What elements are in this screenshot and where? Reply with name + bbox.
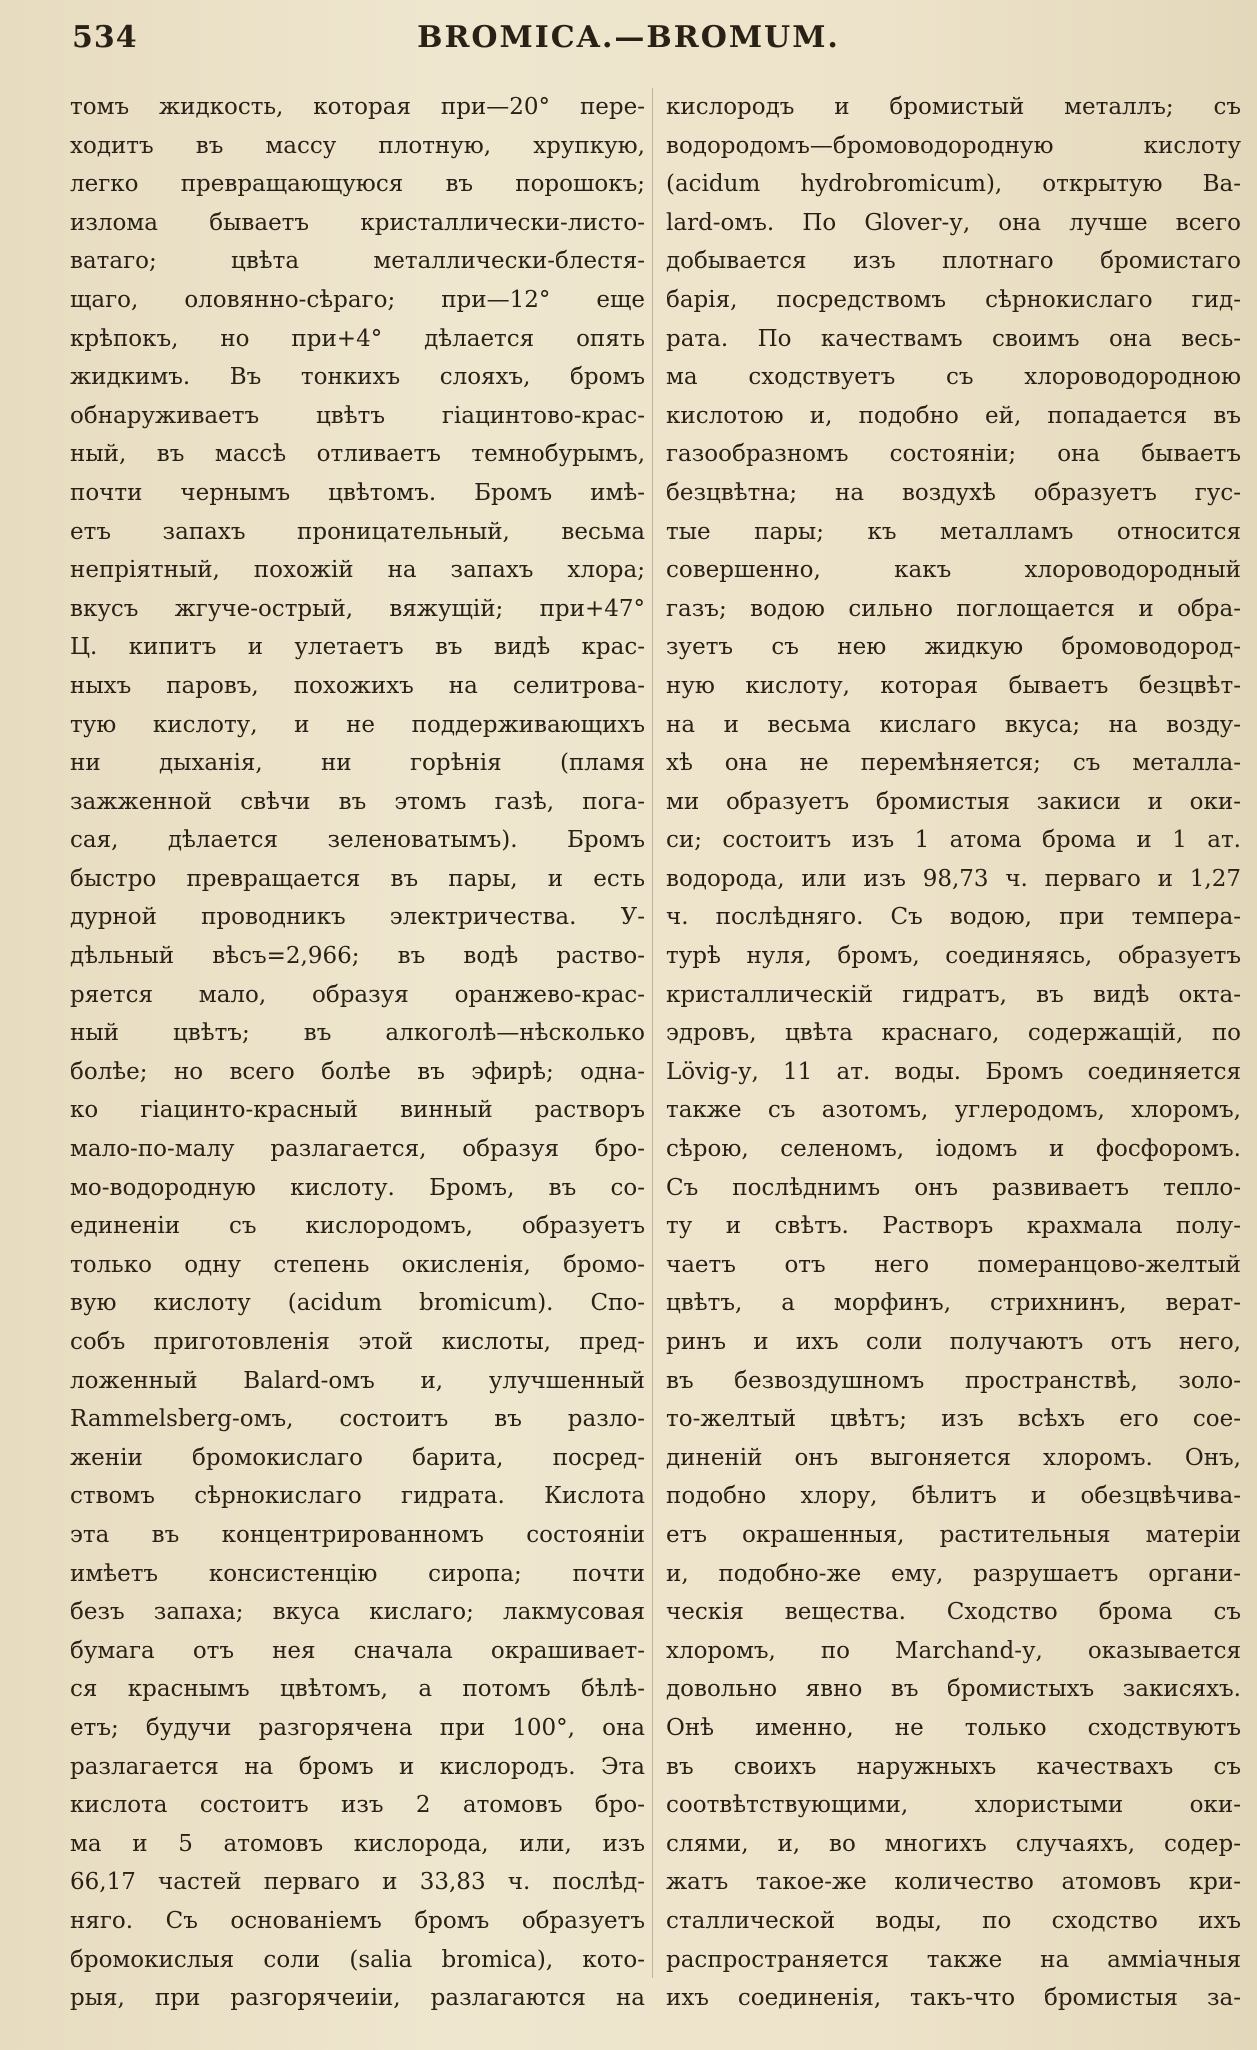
text-line: рата. По качествамъ своимъ она весь- [666,325,1241,352]
page-header [0,20,1257,70]
text-line: хѣ она не перемѣняется; съ металла- [666,750,1241,777]
right-column [666,88,1241,2018]
text-line: въ безвоздушномъ пространствѣ, золо- [666,1367,1241,1394]
text-line: (acidum hydrobromicum), открытую Ba- [666,171,1241,198]
text-line: lard-омъ. По Glover-у, она лучше всего [666,209,1241,236]
text-line: барія, посредствомъ сѣрнокислаго гид- [666,286,1241,313]
text-line: имѣетъ консистенцію сиропа; почти [70,1560,645,1587]
text-line: легко превращающуюся въ порошокъ; [70,171,645,198]
text-line: ходитъ въ массу плотную, хрупкую, [70,132,645,159]
text-line: собъ приготовленія этой кислоты, пред- [70,1329,645,1355]
text-line: женіи бромокислаго барита, посред- [70,1444,645,1471]
text-line: ную кислоту, которая бываетъ безцвѣт- [666,672,1241,699]
text-line: въ своихъ наружныхъ качествахъ съ [666,1753,1241,1780]
text-line: почти чернымъ цвѣтомъ. Бромъ имѣ- [70,479,645,506]
text-line: подобно хлору, бѣлитъ и обезцвѣчива- [666,1483,1241,1510]
text-line: эдровъ, цвѣта краснаго, содержащій, по [666,1020,1241,1047]
text-line: ватаго; цвѣта металлически-блестя- [70,248,645,275]
text-line: газъ; водою сильно поглощается и обра- [666,595,1241,622]
text-line: етъ запахъ проницательный, весьма [70,518,645,545]
text-line: жатъ такое-же количество атомовъ кри- [666,1869,1241,1896]
text-line: разлагается на бромъ и кислородъ. Эта [70,1753,645,1780]
text-line: на и весьма кислаго вкуса; на возду- [666,711,1241,738]
text-line: болѣе; но всего болѣе въ эфирѣ; одна- [70,1058,645,1085]
text-line: непріятный, похожій на запахъ хлора; [70,557,645,584]
text-line: ихъ соединенія, такъ-что бромистыя за- [666,1985,1241,2012]
text-line: слями, и, во многихъ случаяхъ, содер- [666,1830,1241,1857]
text-line: етъ окрашенныя, растительныя матеріи [666,1521,1241,1548]
text-line: водородомъ—бромоводородную кислоту [666,132,1241,159]
text-line: сая, дѣлается зеленоватымъ). Бромъ [70,827,645,854]
text-line: обнаруживаетъ цвѣтъ гіацинтово-крас- [70,402,645,429]
text-line: Ц. кипитъ и улетаетъ въ видѣ крас- [70,634,645,661]
text-line: рыя, при разгорячеиіи, разлагаются на [70,1985,645,2012]
text-line: совершенно, какъ хлороводородный [666,557,1241,584]
text-line: цвѣтъ, а морфинъ, стрихнинъ, верат- [666,1290,1241,1317]
text-line: бромокислыя соли (salia bromica), кото- [70,1946,645,1973]
text-line: вую кислоту (acidum bromicum). Спо- [70,1290,645,1317]
text-line: Съ послѣднимъ онъ развиваетъ тепло- [666,1174,1241,1201]
text-line: мало-по-малу разлагается, образуя бро- [70,1136,645,1163]
text-line: ся краснымъ цвѣтомъ, а потомъ бѣлѣ- [70,1676,645,1703]
text-line: то-желтый цвѣтъ; изъ всѣхъ его сое- [666,1406,1241,1433]
text-line: ч. послѣдняго. Съ водою, при темпера- [666,904,1241,931]
text-line: излома бываетъ кристаллически-листо- [70,209,645,236]
text-line: безъ запаха; вкуса кислаго; лакмусовая [70,1599,645,1626]
text-line: зажженной свѣчи въ этомъ газѣ, пога- [70,788,645,815]
column-divider [652,88,653,1978]
text-line: кислотою и, подобно ей, попадается въ [666,402,1241,429]
text-line: также съ азотомъ, углеродомъ, хлоромъ, [666,1097,1241,1124]
text-line: дурной проводникъ электричества. У- [70,904,645,931]
text-line: Lövig-у, 11 ат. воды. Бромъ соединяется [666,1058,1241,1085]
left-column [70,88,645,2018]
text-line: кислородъ и бромистый металлъ; съ [666,94,1241,120]
text-line: ряется мало, образуя оранжево-крас- [70,981,645,1008]
text-line: кристаллическій гидратъ, въ видѣ окта- [666,981,1241,1008]
text-line: крѣпокъ, но при+4° дѣлается опять [70,325,645,352]
text-line: дѣльный вѣсъ=2,966; въ водѣ раство- [70,943,645,970]
text-line: кислота состоитъ изъ 2 атомовъ бро- [70,1792,645,1819]
text-line: турѣ нуля, бромъ, соединяясь, образуетъ [666,943,1241,970]
text-line: сѣрою, селеномъ, іодомъ и фосфоромъ. [666,1136,1241,1163]
text-line: жидкимъ. Въ тонкихъ слояхъ, бромъ [70,364,645,391]
text-line: Онѣ именно, не только сходствуютъ [666,1714,1241,1741]
text-line: ный цвѣтъ; въ алкоголѣ—нѣсколько [70,1020,645,1047]
text-line: томъ жидкость, которая при—20° пере- [70,94,645,120]
text-line: ствомъ сѣрнокислаго гидрата. Кислота [70,1483,645,1510]
text-line: тые пары; къ металламъ относится [666,518,1241,545]
text-line: ныхъ паровъ, похожихъ на селитрова- [70,672,645,699]
text-line: соотвѣтствующими, хлористыми оки- [666,1792,1241,1819]
text-line: ма и 5 атомовъ кислорода, или, изъ [70,1830,645,1857]
text-line: зуетъ съ нею жидкую бромоводород- [666,634,1241,661]
text-line: ческія вещества. Сходство брома съ [666,1599,1241,1626]
text-line: только одну степень окисленія, бромо- [70,1251,645,1278]
text-line: вкусъ жгуче-острый, вяжущій; при+47° [70,595,645,622]
page-number: 534 [72,20,138,55]
text-line: хлоромъ, по Marchand-у, оказывается [666,1637,1241,1664]
running-head: BROMICA.—BROMUM. [417,20,840,55]
text-line: 66,17 частей перваго и 33,83 ч. послѣд- [70,1869,645,1896]
text-line: ни дыханія, ни горѣнія (пламя [70,750,645,777]
text-line: ко гіацинто-красный винный растворъ [70,1097,645,1124]
text-line: ный, въ массѣ отливаетъ темнобурымъ, [70,441,645,468]
text-line: сталлической воды, по сходство ихъ [666,1907,1241,1934]
text-line: ту и свѣтъ. Растворъ крахмала полу- [666,1213,1241,1240]
text-line: тую кислоту, и не поддерживающихъ [70,711,645,738]
text-line: единеніи съ кислородомъ, образуетъ [70,1213,645,1240]
text-line: ложенный Balard-омъ и, улучшенный [70,1367,645,1394]
text-line: ми образуетъ бромистыя закиси и оки- [666,788,1241,815]
text-line: добывается изъ плотнаго бромистаго [666,248,1241,275]
text-line: диненій онъ выгоняется хлоромъ. Онъ, [666,1444,1241,1471]
text-line: распространяется также на аммiачныя [666,1946,1241,1973]
text-line: газообразномъ состояніи; она бываетъ [666,441,1241,468]
text-line: си; состоитъ изъ 1 атома брома и 1 ат. [666,827,1241,854]
text-line: водорода, или изъ 98,73 ч. перваго и 1,27 [666,865,1241,892]
text-line: чаетъ отъ него померанцово-желтый [666,1251,1241,1278]
text-line: ринъ и ихъ соли получаютъ отъ него, [666,1329,1241,1355]
text-line: довольно явно въ бромистыхъ закисяхъ. [666,1676,1241,1703]
text-line: эта въ концентрированномъ состояніи [70,1521,645,1548]
text-line: мо-водородную кислоту. Бромъ, въ со- [70,1174,645,1201]
text-line: щаго, оловянно-сѣраго; при—12° еще [70,286,645,313]
text-line: быстро превращается въ пары, и есть [70,865,645,892]
text-line: бумага отъ нея сначала окрашивает- [70,1637,645,1664]
text-line: няго. Съ основаніемъ бромъ образуетъ [70,1907,645,1934]
text-line: етъ; будучи разгорячена при 100°, она [70,1714,645,1741]
text-line: Rammelsberg-омъ, состоитъ въ разло- [70,1406,645,1433]
text-line: и, подобно-же ему, разрушаетъ органи- [666,1560,1241,1587]
text-line: безцвѣтна; на воздухѣ образуетъ гус- [666,479,1241,506]
text-line: ма сходствуетъ съ хлороводородною [666,364,1241,391]
